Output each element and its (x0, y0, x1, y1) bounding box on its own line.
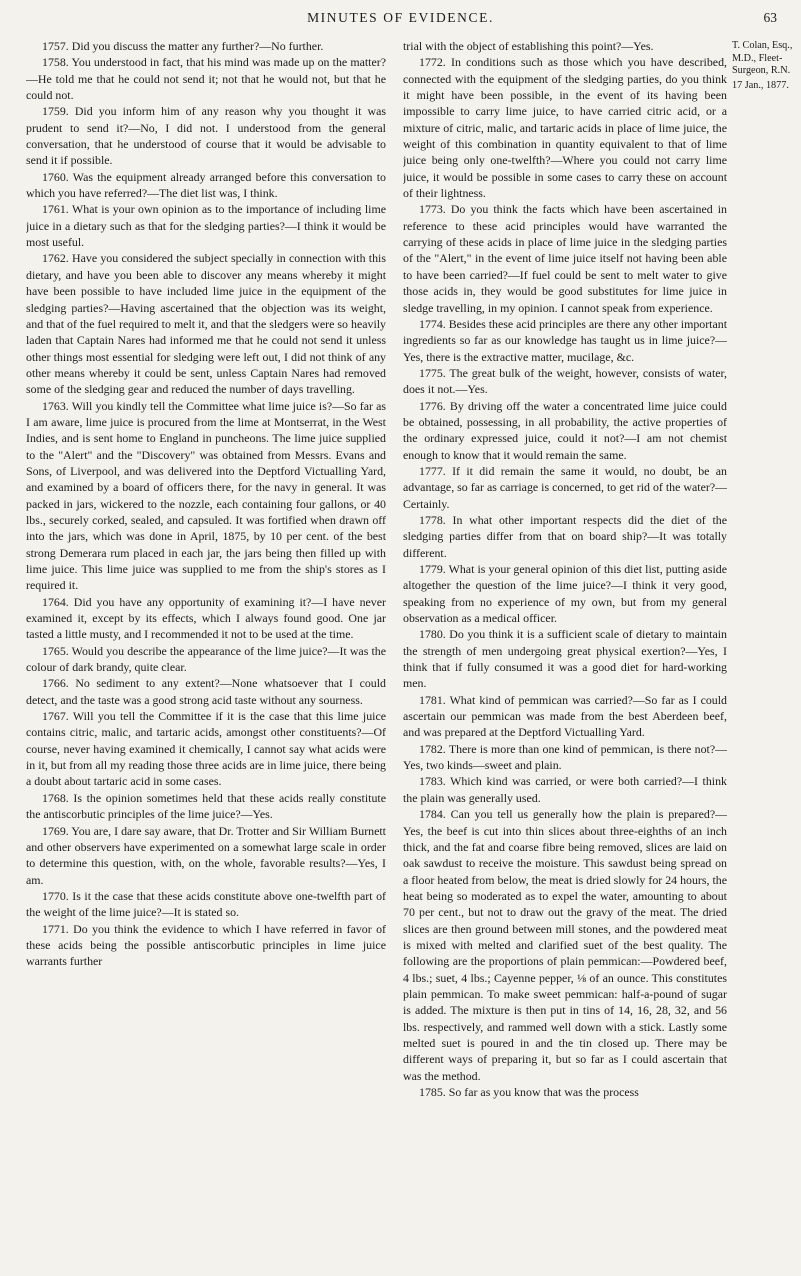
evidence-paragraph: 1773. Do you think the facts which have been ascertained in reference to these acid principles would have warranted the carrying of these acids in place of lime juice in the sledging parties of the "Alert," in the event of lime juice itself not having been able to have been carried?—If fuel could be sent to melt water to give those acids in, they would be good substitutes for lime juice in sledge travelling, in my opinion. I cannot speak from experience. (403, 202, 727, 315)
evidence-paragraph: 1772. In conditions such as those which you have described, connected with the equipment of the sledging parties, do you think it might have been possible, in the event of its having been impossible to carry lime juice, to have carried citric acid, or a mixture of citric, malic, and tartaric acids in place of lime juice, the weight of this combination in quantity equivalent to that of lime juice being only one-twelfth?—Where you could not carry lime juice, it would be possible in some cases to carry these on account of their lightness. (403, 55, 727, 201)
running-title: MINUTES OF EVIDENCE. (307, 10, 494, 25)
page-header (0, 8, 801, 30)
evidence-paragraph: 1783. Which kind was carried, or were both carried?—I think the plain was generally used. (403, 774, 727, 805)
evidence-paragraph: 1770. Is it the case that these acids constitute above one-twelfth part of the weight of the lime juice?—It is stated so. (26, 888, 386, 920)
evidence-paragraph: 1758. You understood in fact, that his mind was made up on the matter?—He told me that he could not send it; not that he would not, but that he could not. (26, 55, 386, 103)
evidence-paragraph: 1775. The great bulk of the weight, however, consists of water, does it not.—Yes. (403, 365, 727, 397)
evidence-paragraph: 1785. So far as you know that was the process (419, 1085, 639, 1099)
evidence-paragraph: 1763. Will you kindly tell the Committee what lime juice is?—So far as I am aware, lime juice is procured from the lime at Montserrat, in the West Indies, and is sent home to England in puncheons. The lime juice supplied to the "Alert" and the "Discovery" was obtained from Messrs. Evans and Sons, of Liverpool, and was delivered into the Deptford Victualling Yard, and examined by a board of officers there, for the navy in general. It was packed in jars, wickered to the nozzle, each containing four gallons, or 40 lbs., securely corked, sealed, and capsuled. It was fortified when drawn off into the jars, which was done in April, 1875, by 10 per cent. of the best strong Demerara rum placed in each jar, the jars being then filled up with lime juice. This lime juice was supplied to me from the ship's stores as I required it. (26, 398, 386, 593)
evidence-paragraph: trial with the object of establishing this point?—Yes. (403, 39, 654, 53)
left-column (26, 38, 386, 1266)
evidence-paragraph: 1762. Have you considered the subject specially in connection with this dietary, and have you been able to discover any means whereby it might have been possible to have included lime juice in the equipment of the sledging parties?—Having ascertained that the objection was its weight, and that of the fuel required to melt it, and that the sledgers were so heavily laden that Captain Nares had informed me that he could not send it unless other things most essential for sledging were left out, I did not think of any other means whereby it could be sent, unless Captain Nares had removed some of the sledging gear and reduced the number of days travelling. (26, 251, 386, 397)
evidence-paragraph: 1778. In what other important respects did the diet of the sledging parties differ from that on board ship?—It was totally different. (403, 512, 727, 560)
witness-name: T. Colan, Esq., M.D., Fleet-Surgeon, R.N. (732, 40, 793, 76)
evidence-paragraph: 1766. No sediment to any extent?—None whatsoever that I could detect, and the taste was a good strong acid taste without any sourness. (26, 676, 386, 707)
evidence-paragraph: 1779. What is your general opinion of this diet list, putting aside altogether the question of the lime juice?—I think it very good, speaking from no experience of my own, but from my general observation as a medical officer. (403, 562, 727, 626)
evidence-paragraph: 1784. Can you tell us generally how the plain is prepared?—Yes, the beef is cut into thin slices about three-eighths of an inch thick, and the fat and coarse fibre being removed, slices are laid on oak sawdust to receive the moisture. This sawdust being spread on a floor heated from below, the meat is dried slowly for 24 hours, the heat being so moderated as to expel the water, amounting to about 70 per cent., but not to draw out the gravy of the meat. The dried slices are then ground between mill stones, and the powdered meat is mixed with melted and clarified suet of the best quality. The following are the proportions of plain pemmican:—Powdered beef, 4 lbs.; suet, 4 lbs.; Cayenne pepper, ⅛ of an ounce. This constitutes plain pemmican. To make sweet pemmican: half-a-pound of sugar is added. The mixture is then put in tins of 14, 16, 28, 32, and 56 lbs. respectively, and rammed well down with a stick. Lastly some melted suet is poured in and the tin closed up. There may be different ways of preparing it, but so far as I could ascertain that was the method. (403, 807, 727, 1083)
testimony-date: 17 Jan., 1877. (732, 79, 789, 91)
evidence-paragraph: 1768. Is the opinion sometimes held that these acids really constitute the antiscorbutic principles of the lime juice?—Yes. (26, 790, 386, 822)
evidence-paragraph: 1781. What kind of pemmican was carried?—So far as I could ascertain our pemmican was made from the best Aberdeen beef, and was prepared at the Deptford Victualling Yard. (403, 692, 727, 740)
evidence-paragraph: 1776. By driving off the water a concentrated lime juice could be obtained, possessing, in all probability, the active properties of the ordinary expressed juice, could it not?—I am not chemist enough to know that it would remain the same. (403, 398, 727, 462)
evidence-paragraph: 1769. You are, I dare say aware, that Dr. Trotter and Sir William Burnett and other observers have experimented on a somewhat large scale in order to determine this question, with, on the whole, favorable results?—Yes, I am. (26, 823, 386, 887)
evidence-paragraph: 1782. There is more than one kind of pemmican, is there not?—Yes, two kinds—sweet and plain. (403, 741, 727, 773)
evidence-paragraph: 1767. Will you tell the Committee if it is the case that this lime juice contains citric, malic, and tartaric acids, amongst other constituents?—Of course, never having examined it chemically, I cannot say what acids were in it, but from all my reading those three acids are in lime juice, there being a doubt about tartaric acid in some cases. (26, 709, 386, 789)
evidence-paragraph: 1774. Besides these acid principles are there any other important ingredients so far as our knowledge has taught us in lime juice?—Yes, there is the extractive matter, mucilage, &c. (403, 316, 727, 364)
right-column (403, 38, 727, 1266)
evidence-paragraph: 1780. Do you think it is a sufficient scale of dietary to maintain the strength of men undergoing great physical exertion?—Yes, I think that if fully consumed it was a good diet for hard-working men. (403, 627, 727, 691)
evidence-paragraph: 1764. Did you have any opportunity of examining it?—I have never examined it, except by its effects, which I always found good. One jar tasted a little musty, and I recommended it not to be used at the time. (26, 594, 386, 642)
evidence-paragraph: 1765. Would you describe the appearance of the lime juice?—It was the colour of dark brandy, quite clear. (26, 643, 386, 675)
witness-sidenote (732, 40, 798, 92)
evidence-paragraph: 1757. Did you discuss the matter any further?—No further. (42, 39, 324, 53)
evidence-paragraph: 1760. Was the equipment already arranged before this conversation to which you have referred?—The diet list was, I think. (26, 169, 386, 201)
evidence-paragraph: 1761. What is your own opinion as to the importance of including lime juice in a dietary such as that for the sledging parties?—I think it would be most useful. (26, 202, 386, 250)
page-number: 63 (763, 10, 777, 25)
evidence-paragraph: 1777. If it did remain the same it would, no doubt, be an advantage, so far as carriage is concerned, to get rid of the water?—Certainly. (403, 463, 727, 511)
evidence-paragraph: 1759. Did you inform him of any reason why you thought it was prudent to send it?—No, I did not. I understood from the general conversation, that he understood of course that it would be advisable to send it if possible. (26, 104, 386, 168)
evidence-paragraph: 1771. Do you think the evidence to which I have referred in favor of these acids being the possible antiscorbutic principles in lime juice warrants further (26, 921, 386, 969)
